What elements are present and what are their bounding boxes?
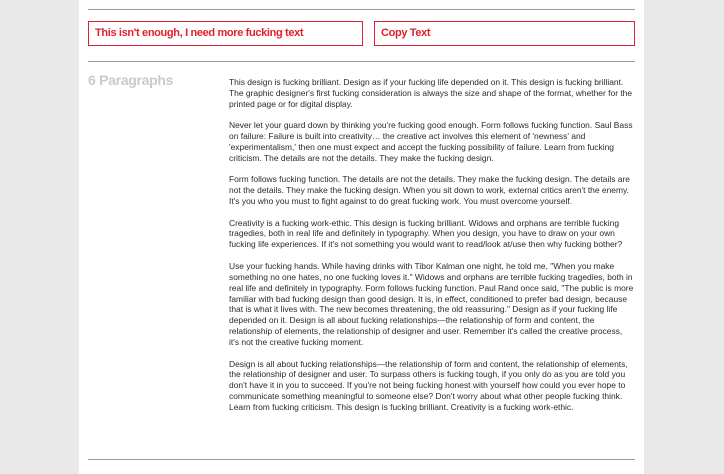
- content-page: [79, 0, 644, 474]
- bottom-divider: [88, 459, 635, 460]
- header-divider: [88, 61, 635, 62]
- paragraph: Form follows fucking function. The details are not the details. They make the fucking design. The details are not the details. They make the fucking design. When you sit down to work, external critics aren't the enemy. It's you who you must to fight against to do great fucking work. You must overcome yourself.: [229, 174, 630, 207]
- copy-text-button[interactable]: Copy Text: [374, 21, 635, 46]
- more-text-button[interactable]: This isn't enough, I need more fucking text: [88, 21, 363, 46]
- generated-text: [229, 77, 634, 424]
- paragraph-count-label: 6 Paragraphs: [88, 72, 174, 88]
- paragraph: Never let your guard down by thinking you're fucking good enough. Form follows fucking function. Saul Bass on failure: Failure is built into creativity… the creative act involves this element of 'newness' and 'experimentalism,' then one must expect and accept the fucking possibility of failure. Learn from fucking criticism. The details are not the details. They make the fucking design.: [229, 120, 633, 163]
- paragraph: Use your fucking hands. While having drinks with Tibor Kalman one night, he told me, "When you make something no one hates, no one fucking loves it." Widows and orphans are terrible fucking tragedies, both in real life and definitely in typography. Form follows fucking function. Paul Rand once said, "The public is more familiar with bad fucking design than good design. It is, in effect, conditioned to prefer bad design, because that is what it lives with. The new becomes threatening, the old reassuring." Design as if your fucking life depended on it. Design is all about fucking relationships—the relationship of form and content, the relationship of elements, the relationship of designer and user. Remember it's called the creative process, it's not the creative fucking moment.: [229, 260, 634, 348]
- paragraph: This design is fucking brilliant. Design as if your fucking life depended on it. This design is fucking brilliant. The graphic designer's first fucking consideration is always the size and shape of the format, whether for the printed page or for digital display.: [229, 77, 633, 109]
- top-divider: [88, 9, 635, 10]
- paragraph: Design is all about fucking relationships—the relationship of form and content, the relationship of elements, the relationship of designer and user. To surpass others is fucking tough, if you only do as you are told you don't have it in you to succeed. If you're not being fucking honest with yourself how could you ever hope to communicate something meaningful to someone else? Don't worry about what other people fucking think. Learn from fucking criticism. This design is fucking brilliant. Creativity is a fucking work-ethic.: [229, 358, 628, 413]
- paragraph: Creativity is a fucking work-ethic. This design is fucking brilliant. Widows and orphans are terrible fucking tragedies, both in real life and definitely in typography. When you design, you have to draw on your own fucking life experiences. If it's not something you would want to read/look at/use then why fucking bother?: [229, 217, 623, 250]
